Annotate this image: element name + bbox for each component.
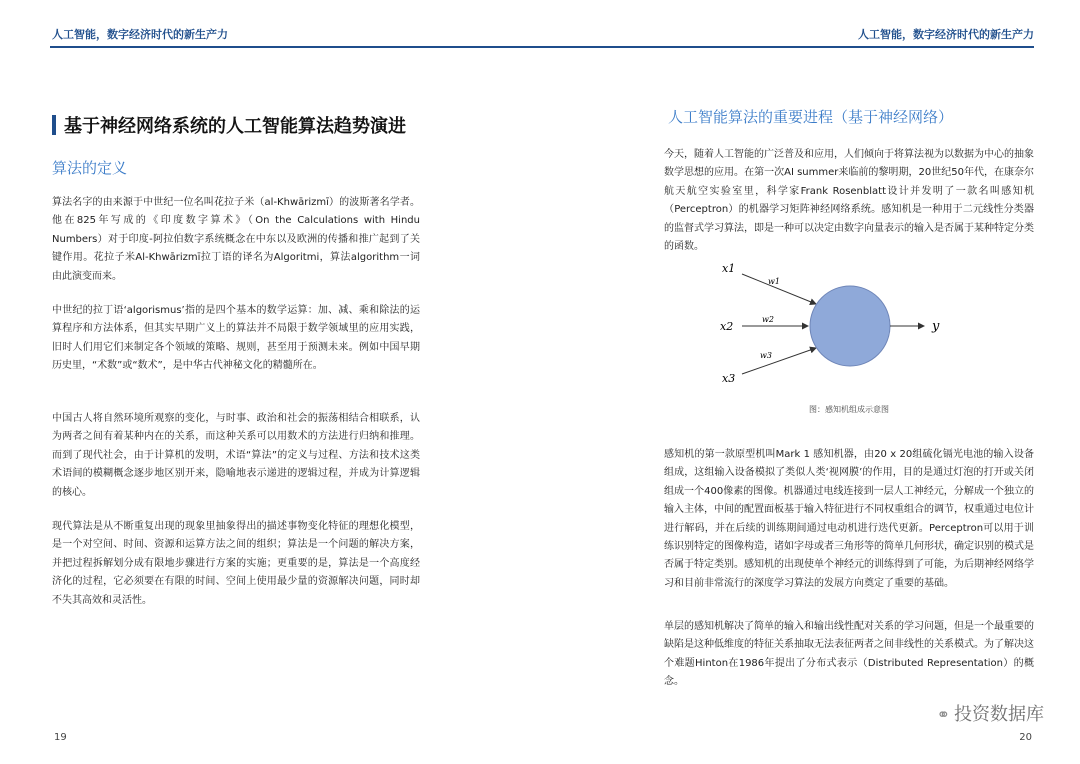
neuron-node	[810, 286, 890, 366]
running-header-right: 人工智能，数字经济时代的新生产力	[858, 28, 1034, 41]
title-accent-bar	[52, 115, 56, 135]
page-number-left: 19	[54, 732, 67, 743]
left-paragraph-1: 算法名字的由来源于中世纪一位名叫花拉子米（al-Khwārizmī）的波斯著名学者。他在825年写成的《印度数字算术》（On the Calculations with Hindu Numbers）对于印度-阿拉伯数字系统概念在中东以及欧洲的传播和推广起到了关键作用。花拉子米Al-Khwārizmī拉丁语的译名为Algoritmi，算法algorithm一词由此演变而来。	[52, 197, 420, 282]
input-edge-3	[742, 348, 816, 374]
watermark	[937, 700, 1044, 726]
input-label-x1: x1	[722, 262, 736, 275]
right-paragraph-2: 感知机的第一款原型机叫Mark 1 感知机器，由20 x 20组硫化镉光电池的输入设备组成，这组输入设备模拟了类似人类‘视网膜’的作用，目的是通过灯泡的打开或关闭组成一个400像素的图像。机器通过电线连接到一层人工神经元，分解成一个独立的输入主体，中间的配置面板基于输入特征进行不同权重组合的调节，权重通过电位计进行解码，并在后续的训练期间通过电动机进行迭代更新。Perceptron可以用于训练识别特定的图像构造，诸如字母或者三角形等的简单几何形状，确定识别的模式是否属于特定类别。感知机的出现使单个神经元的训练得到了可能，为后期神经网络学习和目前非常流行的深度学习算法的发展方向奠定了重要的基础。	[664, 449, 1034, 589]
right-paragraph-1: 今天，随着人工智能的广泛普及和应用，人们倾向于将算法视为以数据为中心的抽象数学思想的应用。在第一次AI summer来临前的黎明期，20世纪50年代，在康奈尔航天航空实验室里，科学家Frank Rosenblatt设计并发明了一款名叫感知机（Perceptron）的机器学习矩阵神经网络系统。感知机是一种用于二元线性分类器的监督式学习算法，即是一种可以决定由数字向量表示的输入是否属于某种特定分类的函数。	[664, 149, 1034, 253]
input-label-x3: x3	[722, 372, 736, 385]
diagram-caption: 图：感知机组成示意图	[809, 405, 889, 414]
subtitle-algorithm-definition: 算法的定义	[52, 159, 128, 177]
right-paragraph-3: 单层的感知机解决了简单的输入和输出线性配对关系的学习问题，但是一个最重要的缺陷是这种低维度的特征关系抽取无法表征两者之间非线性的关系模式。为了解决这个难题Hinton在1986年提出了分布式表示（Distributed Representation）的概念。	[664, 621, 1034, 688]
running-header-left: 人工智能，数字经济时代的新生产力	[52, 28, 228, 41]
left-paragraph-3: 中国古人将自然环境所观察的变化，与时事、政治和社会的振荡相结合相联系，认为两者之间有着某种内在的关系，而这种关系可以用数术的方法进行归纳和推理。而到了现代社会，由于计算机的发明，术语“算法”的定义与过程、方法和技术这类术语间的模糊概念逐步地区别开来，隐喻地表示递进的逻辑过程，并成为计算逻辑的核心。	[52, 413, 420, 498]
output-label-y: y	[932, 319, 940, 334]
section-title	[52, 112, 522, 138]
weight-label-w2: w2	[762, 315, 774, 324]
subtitle-neural-network-progress: 人工智能算法的重要进程（基于神经网络）	[668, 108, 954, 126]
header-rule-left	[50, 46, 540, 48]
left-paragraph-2: 中世纪的拉丁语‘algorismus’指的是四个基本的数学运算：加、减、乘和除法的运算程序和方法体系，但其实早期广义上的算法并不局限于数学领域里的应用实践，旧时人们用它们来制定各个领域的策略、规则，甚至用于预测未来。例如中国早期历史里，“术数”或“数术”，是中华古代神秘文化的精髓所在。	[52, 305, 420, 372]
header-rule-right	[540, 46, 1034, 48]
left-paragraph-4: 现代算法是从不断重复出现的现象里抽象得出的描述事物变化特征的理想化模型，是一个对空间、时间、资源和运算方法之间的组织；算法是一个问题的解决方案，并把过程拆解划分成有限地步骤进行方案的实施；更重要的是，算法是一个高度经济化的过程，它必须要在有限的时间、空间上使用最少量的资源解决问题，同时却不失其高效和灵活性。	[52, 521, 420, 606]
weight-label-w1: w1	[768, 277, 780, 286]
weight-label-w3: w3	[760, 351, 772, 360]
perceptron-diagram	[720, 260, 950, 388]
watermark-text: 投资数据库	[954, 704, 1044, 725]
right-page	[540, 0, 1080, 764]
input-label-x2: x2	[720, 320, 734, 333]
page-number-right: 20	[1019, 732, 1032, 743]
wechat-icon: ⚭	[936, 705, 950, 724]
section-title-text: 基于神经网络系统的人工智能算法趋势演进	[64, 116, 406, 137]
